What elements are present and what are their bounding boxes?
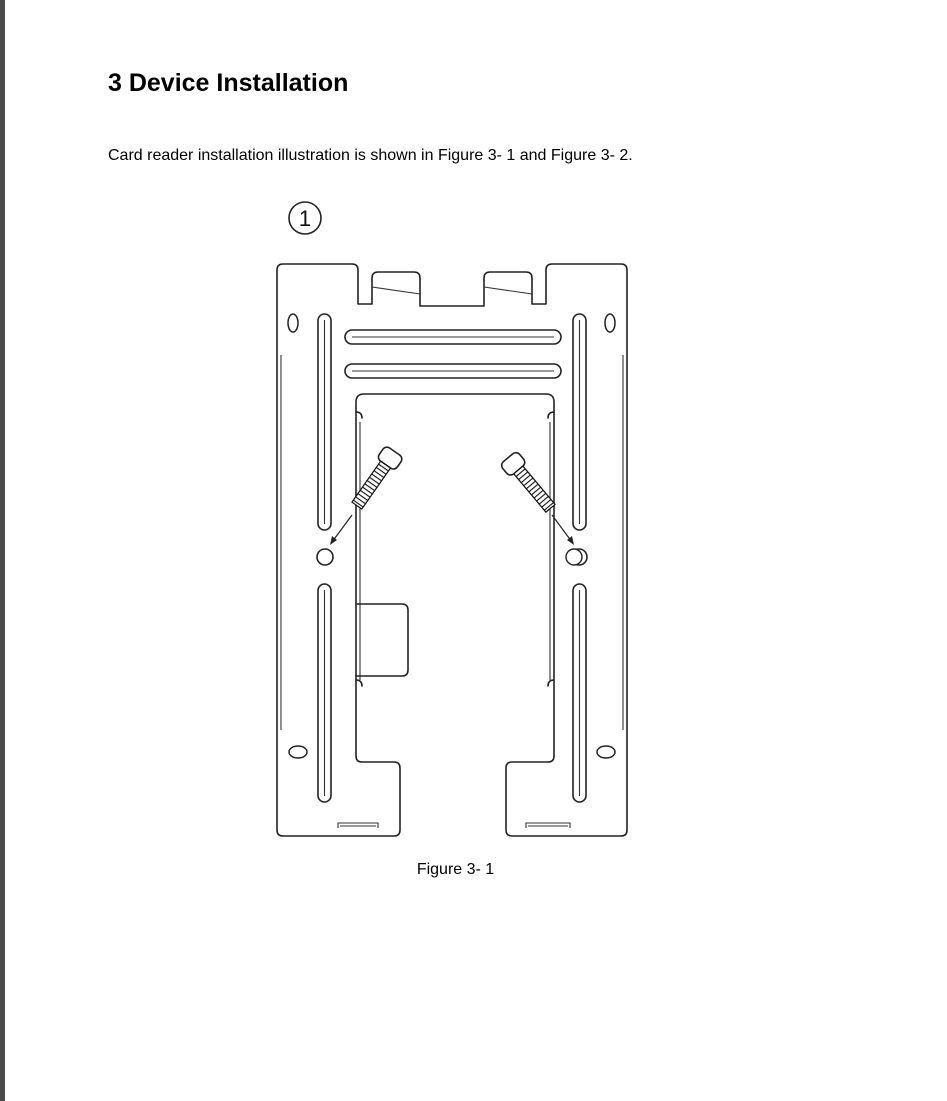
screw-hole-left bbox=[317, 549, 333, 565]
bracket-illustration bbox=[260, 190, 650, 850]
oval-hole-top-left bbox=[288, 314, 298, 332]
tab-left-line bbox=[372, 287, 420, 294]
section-heading: 3 Device Installation bbox=[108, 69, 349, 97]
oval-hole-top-right bbox=[605, 314, 615, 332]
installation-figure bbox=[260, 190, 650, 850]
figure-caption-text: Figure 3- 1 bbox=[416, 861, 495, 878]
inner-right-notch-low bbox=[548, 680, 554, 686]
intro-paragraph: Card reader installation illustration is shown in Figure 3- 1 and Figure 3- 2. bbox=[108, 147, 633, 164]
inner-tab bbox=[356, 604, 408, 676]
step-number: 1 bbox=[298, 206, 312, 231]
inner-left-notch bbox=[356, 412, 362, 418]
step-marker bbox=[289, 202, 321, 234]
oval-hole-bottom-right bbox=[597, 746, 615, 758]
figure-caption bbox=[0, 859, 907, 881]
inner-right-notch bbox=[548, 412, 554, 418]
page-left-edge bbox=[0, 0, 5, 1101]
screw-hole-right-ghost bbox=[566, 549, 582, 565]
inner-left-notch-low bbox=[356, 680, 362, 686]
arrow-left-line bbox=[332, 515, 352, 542]
arrow-right-line bbox=[552, 515, 572, 542]
tab-right-line bbox=[484, 287, 532, 294]
oval-hole-bottom-left bbox=[289, 746, 307, 758]
